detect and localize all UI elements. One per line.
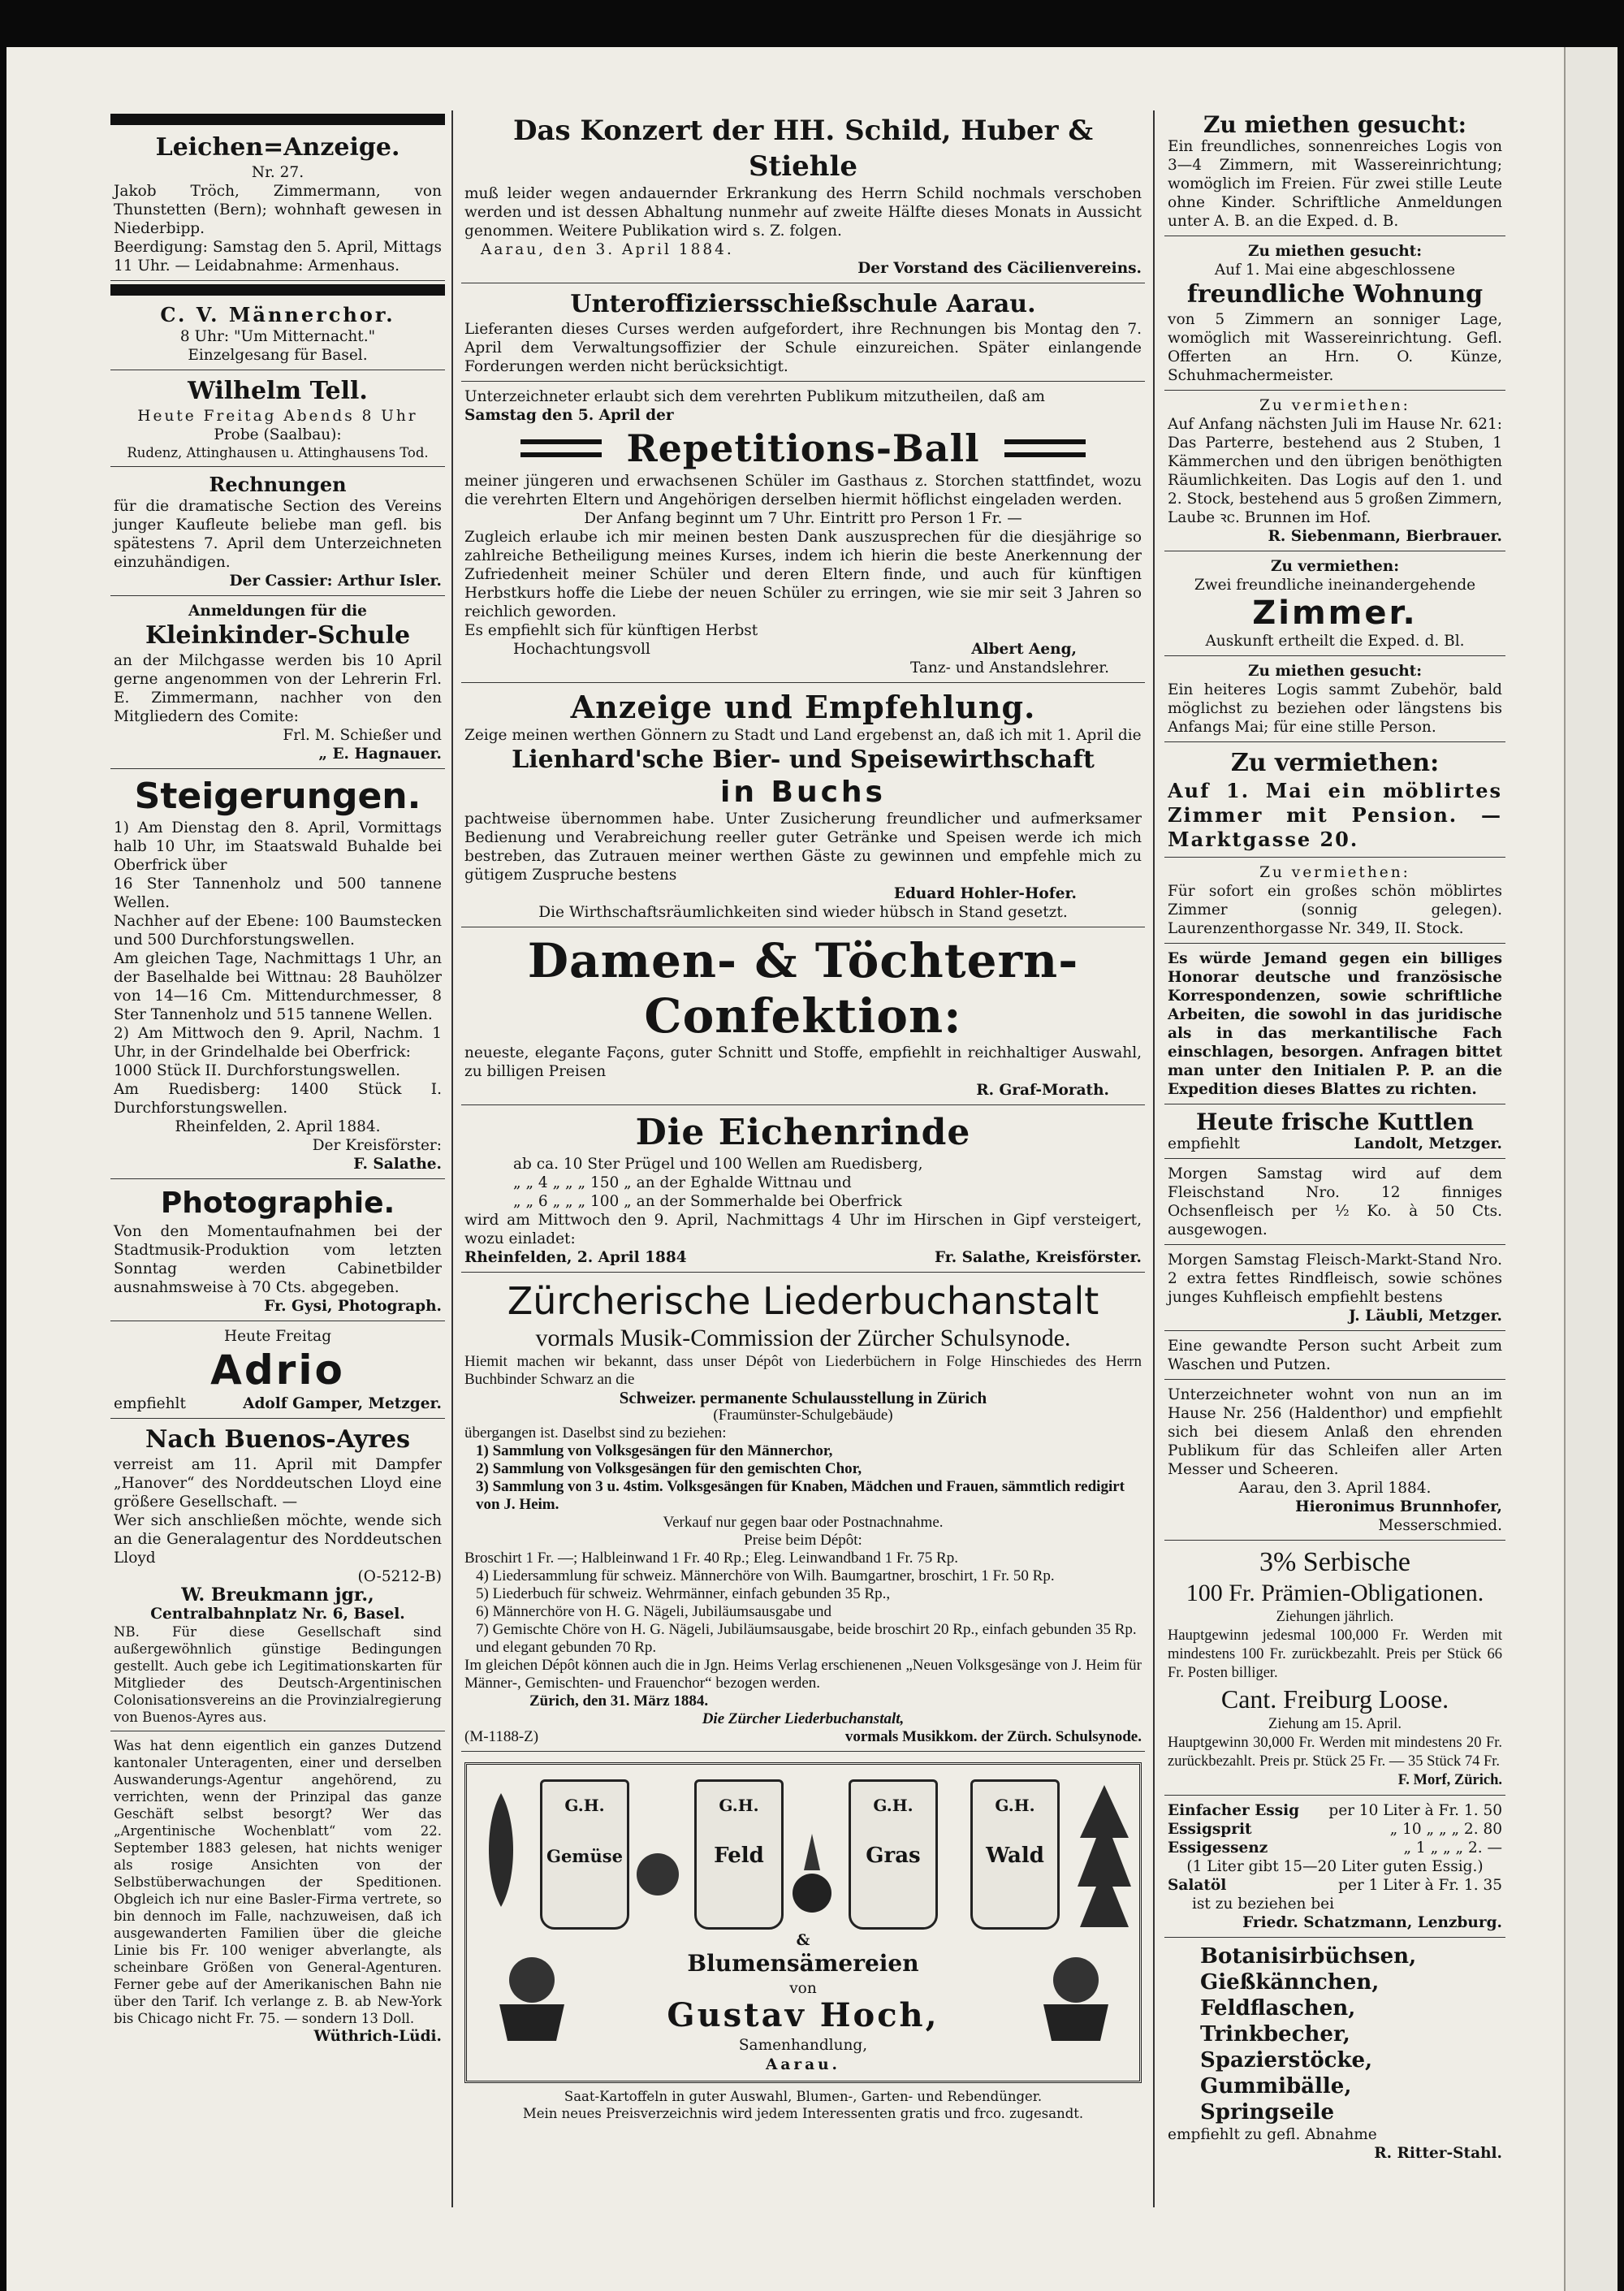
kindergarten-notice bbox=[110, 599, 445, 769]
wanted-title: Zu miethen gesucht: bbox=[1247, 663, 1423, 680]
seeds-footer: Saat-Kartoffeln in guter Auswahl, Blumen-, Garten- und Rebendünger. bbox=[564, 2089, 1043, 2104]
konzert-notice bbox=[461, 110, 1145, 283]
choir-notice bbox=[110, 300, 445, 370]
seeds-von: von bbox=[789, 1980, 817, 1997]
essig-item: Essigsprit bbox=[1168, 1821, 1252, 1838]
ochsen-notice bbox=[1164, 1162, 1505, 1245]
lieder-text: Preise beim Dépôt: bbox=[744, 1532, 862, 1549]
rent-signature: R. Siebenmann, Bierbrauer. bbox=[1268, 528, 1502, 545]
buenos-text: Wer sich anschließen möchte, wende sich an die Generalagentur des Norddeutschen Lloyd bbox=[114, 1512, 442, 1567]
auction-notice bbox=[110, 772, 445, 1179]
seed-sack bbox=[540, 1779, 629, 1930]
lieder-item: 3) Sammlung von 3 u. 4stim. Volksgesängen für Knaben, Mädchen und Frauen, sämmtlich redigirt von J. Heim. bbox=[476, 1478, 1125, 1513]
lieder-text: Broschirt 1 Fr. —; Halbleinwand 1 Fr. 40 Rp.; Eleg. Leinwandband 1 Fr. 75 Rp. bbox=[464, 1550, 958, 1567]
column-rule bbox=[451, 110, 453, 2207]
messer-date: Aarau, den 3. April 1884. bbox=[1238, 1480, 1432, 1497]
ball-text: Samstag den 5. April der bbox=[464, 407, 674, 424]
lieder-item: 5) Liederbuch für schweiz. Wehrmänner, einfach gebunden 35 Rp., bbox=[476, 1585, 891, 1602]
kinder-title: Kleinkinder-Schule bbox=[145, 621, 411, 650]
honorar-notice bbox=[1164, 947, 1505, 1104]
seeds-company: Gustav Hoch, bbox=[667, 1996, 939, 2034]
lieder-text: übergangen ist. Daselbst sind zu beziehen: bbox=[464, 1424, 727, 1442]
essig-text: ist zu beziehen bei bbox=[1192, 1895, 1335, 1913]
ochsen-text: Morgen Samstag wird auf dem Fleischstand Nro. 12 finniges Ochsenfleisch per ½ Ko. à 50 Cts. ausgewogen. bbox=[1168, 1165, 1502, 1238]
unteroff-title: Unteroffiziersschießschule Aarau. bbox=[570, 290, 1036, 318]
eichen-signature: Fr. Salathe, Kreisförster. bbox=[934, 1249, 1142, 1266]
rent-title: Zu vermiethen: bbox=[1259, 397, 1410, 414]
essig-signature: Friedr. Schatzmann, Lenzburg. bbox=[1242, 1914, 1502, 1931]
agents-text: Was hat denn eigentlich ein ganzes Dutzend kantonaler Unteragenten, einer und derselben Auswanderungs-Agentur angehörend, zu verrichten, wenn der Prinzipal das ganze Geschäft selbst besorgt? Wer das „Argentinische Wochenblatt“ vom 22. September 1883 gelesen, hat nichts weniger als rosige Ansichten von der Selbstüberwachungen der Speditionen. Obgleich ich nur eine Basler-Firma vertrete, so bin dennoch im Falle, nachzuweisen, daß ich ausgewanderten Familien über die gleiche Linie bis Fr. 100 weniger abverlangte, als scheinbare Größen von General-Agenturen. Ferner gebe auf der Amerikanischen Bahn nie über den Tarif. Ich verlange z. B. ab New-York bis Chicago nicht Fr. 75. — sondern 13 Doll. bbox=[114, 1738, 442, 2026]
funeral-text: Jakob Tröch, Zimmermann, von Thunstetten (Bern); wohnhaft gewesen in Niederbipp. bbox=[114, 183, 442, 237]
eichen-title: Die Eichenrinde bbox=[635, 1112, 971, 1153]
agents-notice bbox=[110, 1735, 445, 2051]
lieder-item: 6) Männerchöre von H. G. Nägeli, Jubiläumsausgabe und bbox=[476, 1603, 831, 1620]
buenos-address: Centralbahnplatz Nr. 6, Basel. bbox=[150, 1606, 405, 1623]
funeral-burial: Beerdigung: Samstag den 5. April, Mittags 11 Uhr. — Leidabnahme: Armenhaus. bbox=[114, 239, 442, 274]
damen-notice bbox=[461, 931, 1145, 1105]
auction-text: 1000 Stück II. Durchforstungswellen. bbox=[114, 1062, 400, 1079]
rent-text: Auskunft ertheilt die Exped. d. Bl. bbox=[1205, 633, 1465, 650]
auction-date: Rheinfelden, 2. April 1884. bbox=[175, 1118, 381, 1135]
ritter-item: Spazierstöcke, bbox=[1200, 2048, 1373, 2073]
serb-text: Ziehung am 15. April. bbox=[1268, 1716, 1402, 1732]
serb-title: 3% Serbische bbox=[1259, 1547, 1410, 1577]
tell-title: Wilhelm Tell. bbox=[188, 377, 368, 405]
essig-note: (1 Liter gibt 15—20 Liter guten Essig.) bbox=[1186, 1858, 1484, 1875]
choir-line: 8 Uhr: "Um Mitternacht." bbox=[179, 328, 376, 345]
seeds-city: Aarau. bbox=[766, 2056, 840, 2073]
sack-label: G.H. bbox=[564, 1796, 605, 1815]
black-rule bbox=[110, 114, 445, 125]
eichen-row: „ „ 4 „ „ „ 150 „ an der Eghalde Wittnau und bbox=[513, 1174, 852, 1191]
serb-text: Hauptgewinn 30,000 Fr. Werden mit mindestens 20 Fr. zurückbezahlt. Preis pr. Stück 25 Fr. — 35 Stück 74 Fr. bbox=[1168, 1735, 1502, 1770]
adrio-left: empfiehlt bbox=[114, 1395, 186, 1412]
wanted-title: Zu miethen gesucht: bbox=[1203, 111, 1467, 138]
serbian-bonds-notice bbox=[1164, 1544, 1505, 1796]
seeds-footer: Mein neues Preisverzeichnis wird jedem Interessenten gratis und frco. zugesandt. bbox=[522, 2106, 1084, 2121]
anzeige-notice bbox=[461, 686, 1145, 927]
tell-line: Heute Freitag Abends 8 Uhr bbox=[137, 408, 418, 425]
ritter-notice bbox=[1164, 1941, 1505, 2168]
buenos-agent: W. Breukmann jgr., bbox=[181, 1584, 374, 1606]
essig-price: per 1 Liter à Fr. 1. 35 bbox=[1338, 1877, 1502, 1894]
ball-notice bbox=[461, 385, 1145, 683]
decorative-bars bbox=[520, 439, 602, 457]
rent-notice bbox=[1164, 861, 1505, 944]
bills-signature: Der Cassier: Arthur Isler. bbox=[229, 573, 442, 590]
ball-text: meiner jüngeren und erwachsenen Schüler im Gasthaus z. Storchen stattfindet, wozu die verehrten Eltern und Angehörigen derselben hiermit höflichst eingeladen werden. bbox=[464, 473, 1142, 508]
konzert-title: Das Konzert der HH. Schild, Huber & Stiehle bbox=[512, 115, 1094, 183]
anzeige-title: Anzeige und Empfehlung. bbox=[570, 689, 1036, 725]
auction-text: Nachher auf der Ebene: 100 Baumstecken und 500 Durchforstungswellen. bbox=[114, 913, 442, 949]
honorar-text: Es würde Jemand gegen ein billiges Honorar deutsche und französische Korrespondenzen, sowie schriftliche Arbeiten, die sowohl in das juridische als in das merkantilische Fach einschlagen, besorgen. Anfragen bittet man unter den Initialen P. P. an die Expedition dieses Blattes zu richten. bbox=[1168, 950, 1502, 1098]
rent-notice bbox=[1164, 555, 1505, 656]
rent-title: Zu vermiethen: bbox=[1259, 864, 1410, 881]
rent-text: Auf Anfang nächsten Juli im Hause Nr. 621: Das Parterre, bestehend aus 2 Stuben, 1 Kämmerchen und den übrigen benöthigten Räumlichkeiten. Das Logis auf den 1. und 2. Stock, bestehend aus 5 großen Zimmern, Laube ꝛc. Brunnen im Hof. bbox=[1168, 416, 1502, 526]
essig-price: „ 1 „ „ „ 2. — bbox=[1403, 1839, 1502, 1857]
eichen-row: ab ca. 10 Ster Prügel und 100 Wellen am Ruedisberg, bbox=[513, 1156, 923, 1173]
konzert-date: Aarau, den 3. April 1884. bbox=[481, 241, 734, 258]
bills-text: für die dramatische Section des Vereins junger Kaufleute beliebe man gefl. bis spätestens 7. April dem Unterzeichneten einzuhändigen. bbox=[114, 498, 442, 571]
kinder-text: an der Milchgasse werden bis 10 April gerne angenommen von der Lehrerin Frl. E. Zimmermann, nachher von den Mitgliedern des Comite: bbox=[114, 652, 442, 725]
photo-title: Photographie. bbox=[160, 1187, 395, 1220]
auction-text: Am Ruedisberg: 1400 Stück I. Durchforstungswellen. bbox=[114, 1081, 442, 1117]
kuttlen-title: Heute frische Kuttlen bbox=[1195, 1109, 1475, 1135]
decorative-bars bbox=[1004, 439, 1086, 457]
column-rule bbox=[1153, 110, 1155, 2207]
sack-name: Gras bbox=[866, 1844, 921, 1868]
essig-price: per 10 Liter à Fr. 1. 50 bbox=[1328, 1802, 1502, 1819]
serb-signature: F. Morf, Zürich. bbox=[1397, 1772, 1502, 1788]
wanted-heading: freundliche Wohnung bbox=[1186, 280, 1484, 309]
black-rule bbox=[110, 284, 445, 296]
anzeige-note: Die Wirthschaftsräumlichkeiten sind wieder hübsch in Stand gesetzt. bbox=[538, 904, 1068, 921]
wanted-notice bbox=[1164, 110, 1505, 236]
serb-text: Hauptgewinn jedesmal 100,000 Fr. Werden mit mindestens 100 Fr. zurückbezahlt. Preis per Stück 66 Fr. Posten billiger. bbox=[1168, 1627, 1502, 1681]
ritter-item: Trinkbecher, bbox=[1200, 2022, 1350, 2047]
buenos-text: verreist am 11. April mit Dampfer „Hanover“ des Norddeutschen Lloyd eine größere Gesellschaft. — bbox=[114, 1456, 442, 1511]
rind-notice bbox=[1164, 1248, 1505, 1331]
seeds-title: Blumensämereien bbox=[687, 1950, 919, 1977]
cabbage-icon bbox=[633, 1846, 682, 1903]
auction-sign: F. Salathe. bbox=[353, 1156, 442, 1173]
lieder-sign: Die Zürcher Liederbuchanstalt, bbox=[702, 1710, 905, 1727]
ball-signature: Albert Aeng, bbox=[971, 641, 1077, 658]
person-text: Eine gewandte Person sucht Arbeit zum Waschen und Putzen. bbox=[1168, 1338, 1502, 1373]
ball-role: Tanz- und Anstandslehrer. bbox=[909, 659, 1109, 676]
wanted-text: Ein freundliches, sonnenreiches Logis von 3—4 Zimmern, mit Wassereinrichtung; womöglich im Freien. Für zwei stille Leute ohne Kinder. Schriftliche Anmeldungen unter A. B. an die Exped. d. B. bbox=[1168, 138, 1502, 230]
rent-text: Für sofort ein großes schön möblirtes Zimmer (sonnig gelegen). Laurenzenthorgasse Nr. 349, II. Stock. bbox=[1168, 883, 1502, 937]
ritter-item: Gummibälle, bbox=[1200, 2074, 1352, 2099]
adrio-pre: Heute Freitag bbox=[223, 1328, 332, 1345]
sack-name: Feld bbox=[714, 1844, 764, 1868]
essig-item: Salatöl bbox=[1168, 1877, 1227, 1894]
anzeige-text: Zeige meinen werthen Gönnern zu Stadt und Land ergebenst an, daß ich mit 1. April die bbox=[464, 727, 1142, 744]
photo-signature: Fr. Gysi, Photograph. bbox=[264, 1298, 442, 1315]
lieder-item: 1) Sammlung von Volksgesängen für den Männerchor, bbox=[476, 1442, 833, 1459]
damen-title: Damen- & Töchtern-Confektion: bbox=[527, 933, 1079, 1044]
auction-text: Am gleichen Tage, Nachmittags 1 Uhr, an der Baselhalde bei Wittnau: 28 Bauhölzer von 14—16 Cm. Mittendurchmesser, 8 Ster Tannenholz und 515 tannene Wellen. bbox=[114, 950, 442, 1023]
lieder-subtitle: vormals Musik-Commission der Zürcher Schulsynode. bbox=[535, 1325, 1071, 1351]
rind-signature: J. Läubli, Metzger. bbox=[1348, 1308, 1502, 1325]
rent-text: Zwei freundliche ineinandergehende bbox=[1194, 577, 1476, 594]
ritter-item: Botanisirbüchsen, bbox=[1200, 1944, 1417, 1969]
anzeige-signature: Eduard Hohler-Hofer. bbox=[893, 885, 1077, 902]
beet-icon bbox=[788, 1830, 836, 1927]
adrio-notice bbox=[110, 1325, 445, 1419]
wanted-notice bbox=[1164, 240, 1505, 391]
seed-sack bbox=[849, 1779, 938, 1930]
messer-notice bbox=[1164, 1383, 1505, 1541]
ball-text: Zugleich erlaube ich mir meinen besten Dank auszusprechen für die diesjährige so zahlreiche Betheiligung meines Kurses, indem ich hierin die beste Anerkennung der Zufriedenheit meiner Schüler und deren Eltern finde, und auch für künftigen Herbstkurs hoffe die Liebe der neuen Schüler zu erringen, wie sie mir seit 3 Jahren so reichlich geworden. bbox=[464, 529, 1142, 620]
messer-sign: Messerschmied. bbox=[1378, 1517, 1502, 1534]
sack-label: G.H. bbox=[873, 1796, 914, 1815]
rent-title: Zu vermiethen: bbox=[1230, 749, 1440, 777]
konzert-text: muß leider wegen andauernder Erkrankung des Herrn Schild nochmals verschoben werden und ist dessen Abhaltung nunmehr auf zweite Hälfte dieses Monats in Aussicht genommen. Weitere Publikation wird s. Z. folgen. bbox=[464, 185, 1142, 240]
tell-notice bbox=[110, 374, 445, 467]
wanted-text: Ein heiteres Logis sammt Zubehör, bald möglichst zu beziehen oder längstens bis Anfangs Mai; für eine stille Person. bbox=[1168, 681, 1502, 736]
auction-text: 1) Am Dienstag den 8. April, Vormittags halb 10 Uhr, im Staatswald Buhalde bei Oberfrick über bbox=[114, 819, 442, 874]
choir-line: Einzelgesang für Basel. bbox=[188, 347, 368, 364]
essig-item: Essigessenz bbox=[1168, 1839, 1268, 1857]
wanted-text: von 5 Zimmern an sonniger Lage, womöglich mit Wassereinrichtung. Gefl. Offerten an Hrn. O. Künze, Schuhmachermeister. bbox=[1168, 311, 1502, 384]
ball-closing: Hochachtungsvoll bbox=[513, 641, 650, 658]
agents-signature: Wüthrich-Lüdi. bbox=[313, 2028, 442, 2045]
column-right bbox=[1164, 110, 1505, 2242]
sack-name: Gemüse bbox=[546, 1846, 623, 1866]
bills-notice bbox=[110, 470, 445, 596]
eichen-notice bbox=[461, 1109, 1145, 1273]
wanted-title: Zu miethen gesucht: bbox=[1247, 243, 1423, 260]
photo-text: Von den Momentaufnahmen bei der Stadtmusik-Produktion vom letzten Sonntag werden Cabinetbilder ausnahmsweise à 70 Cts. abgegeben. bbox=[114, 1223, 442, 1296]
essig-price: „ 10 „ „ „ 2. 80 bbox=[1389, 1821, 1502, 1838]
column-center bbox=[461, 110, 1145, 2242]
eichen-date: Rheinfelden, 2. April 1884 bbox=[464, 1249, 687, 1266]
wanted-notice bbox=[1164, 659, 1505, 742]
ball-title: Repetitions-Ball bbox=[626, 426, 980, 470]
freiburg-title: Cant. Freiburg Loose. bbox=[1220, 1684, 1449, 1714]
essig-item: Einfacher Essig bbox=[1168, 1802, 1300, 1819]
lieder-text: Im gleichen Dépôt können auch die in Jgn. Heims Verlag erschienenen „Neuen Volksgesänge von J. Heim für Männer-, Gemischten- und Frauenchor“ bezogen werden. bbox=[464, 1657, 1142, 1692]
damen-signature: R. Graf-Morath. bbox=[976, 1082, 1109, 1099]
messer-sign: Hieronimus Brunnhofer, bbox=[1295, 1498, 1502, 1515]
buenos-notice bbox=[110, 1422, 445, 1731]
ritter-text: empfiehlt zu gefl. Abnahme bbox=[1168, 2126, 1377, 2143]
funeral-title: Leichen=Anzeige. bbox=[155, 133, 400, 162]
rent-notice bbox=[1164, 394, 1505, 551]
next-page-edge bbox=[1564, 47, 1618, 2291]
unteroff-text: Lieferanten dieses Curses werden aufgefordert, ihre Rechnungen bis Montag den 7. April dem Verwaltungsoffizier der Schule einzureichen. Später einlangende Forderungen werden nicht berücksichtigt. bbox=[464, 321, 1142, 375]
person-notice bbox=[1164, 1334, 1505, 1380]
photo-notice bbox=[110, 1182, 445, 1321]
kinder-pre: Anmeldungen für die bbox=[188, 603, 367, 620]
damen-text: neueste, elegante Façons, guter Schnitt und Stoffe, empfiehlt in reichhaltiger Auswahl, zu billigen Preisen bbox=[464, 1044, 1142, 1080]
kinder-sign: „ E. Hagnauer. bbox=[318, 746, 442, 763]
funeral-number: Nr. 27. bbox=[251, 164, 304, 181]
seeds-ad bbox=[461, 1755, 1145, 2127]
ritter-signature: R. Ritter-Stahl. bbox=[1374, 2145, 1502, 2162]
seeds-amp: & bbox=[796, 1932, 810, 1949]
lieder-sign: vormals Musikkom. der Zürch. Schulsynode. bbox=[844, 1728, 1142, 1745]
auction-text: 16 Ster Tannenholz und 500 tannene Wellen. bbox=[114, 875, 442, 911]
serb-text: Ziehungen jährlich. bbox=[1276, 1609, 1394, 1625]
auction-title: Steigerungen. bbox=[134, 776, 421, 817]
column-left bbox=[110, 110, 445, 2242]
ball-text: Unterzeichneter erlaubt sich dem verehrten Publikum mitzutheilen, daß am bbox=[464, 388, 1045, 405]
lieder-text: Schweizer. permanente Schulausstellung in Zürich bbox=[619, 1388, 987, 1407]
seed-sack bbox=[970, 1779, 1060, 1930]
rent-heading: Zimmer. bbox=[1252, 594, 1418, 632]
unteroffizier-notice bbox=[461, 287, 1145, 382]
buenos-code: (O-5212-B) bbox=[357, 1568, 442, 1585]
ritter-item: Springseile bbox=[1200, 2100, 1335, 2125]
eichen-text: wird am Mittwoch den 9. April, Nachmittags 4 Uhr im Hirschen in Gipf versteigert, wozu einladet: bbox=[464, 1212, 1142, 1247]
kinder-sign: Frl. M. Schießer und bbox=[283, 727, 442, 744]
buenos-title: Nach Buenos-Ayres bbox=[145, 1425, 411, 1454]
rent-title: Zu vermiethen: bbox=[1270, 558, 1400, 575]
lieder-text: Verkauf nur gegen baar oder Postnachnahme. bbox=[663, 1514, 944, 1531]
ritter-item: Feldflaschen, bbox=[1200, 1996, 1356, 2021]
essig-notice bbox=[1164, 1799, 1505, 1938]
bills-title: Rechnungen bbox=[209, 473, 347, 496]
pine-tree-icon bbox=[1076, 1781, 1133, 1935]
seed-sack bbox=[694, 1779, 784, 1930]
eichen-row: „ „ 6 „ „ „ 100 „ an der Sommerhalde bei Oberfrick bbox=[513, 1193, 902, 1210]
seeds-subtitle: Samenhandlung, bbox=[738, 2037, 868, 2054]
ritter-item: Gießkännchen, bbox=[1200, 1970, 1380, 1995]
auction-text: 2) Am Mittwoch den 9. April, Nachm. 1 Uhr, in der Grindelhalde bei Oberfrick: bbox=[114, 1025, 442, 1061]
serb-subtitle: 100 Fr. Prämien-Obligationen. bbox=[1186, 1580, 1484, 1606]
bean-pod-icon bbox=[477, 1789, 525, 1911]
lieder-text: Hiemit machen wir bekannt, dass unser Dépôt von Liederbüchern in Folge Hinschiedes des Herrn Buchbinder Schwarz an die bbox=[464, 1353, 1142, 1388]
ball-text: Es empfiehlt sich für künftigen Herbst bbox=[464, 622, 758, 639]
kuttlen-left: empfiehlt bbox=[1168, 1135, 1240, 1152]
tell-line: Probe (Saalbau): bbox=[214, 426, 342, 443]
ball-text: Der Anfang beginnt um 7 Uhr. Eintritt pro Person 1 Fr. — bbox=[584, 510, 1022, 527]
newspaper-page bbox=[6, 47, 1618, 2291]
messer-text: Unterzeichneter wohnt von nun an im Hause Nr. 256 (Haldenthor) und empfiehlt sich bei diesem Anlaß den ehrenden Publikum für das Schleifen aller Arten Messer und Scheeren. bbox=[1168, 1386, 1502, 1478]
lieder-item: 4) Liedersammlung für schweiz. Männerchöre von Wilh. Baumgartner, broschirt, 1 Fr. 50 Rp. bbox=[476, 1567, 1055, 1584]
anzeige-text: pachtweise übernommen habe. Unter Zusicherung freundlicher und aufmerksamer Bedienung und Verabreichung reeller guter Getränke und Speisen werde ich mich bestreben, das Zutrauen meiner werthen Gäste zu gewinnen und empfehle mich zu gütigem Zuspruche bestens bbox=[464, 810, 1142, 884]
liederbuch-notice bbox=[461, 1276, 1145, 1752]
lieder-title: Zürcherische Liederbuchanstalt bbox=[507, 1279, 1099, 1323]
adrio-title: Adrio bbox=[210, 1347, 345, 1394]
anzeige-subtitle: Lienhard'sche Bier- und Speisewirthschaft bbox=[512, 746, 1095, 774]
adrio-right: Adolf Gamper, Metzger. bbox=[243, 1395, 442, 1412]
kuttlen-right: Landolt, Metzger. bbox=[1354, 1135, 1502, 1152]
anzeige-place: in Buchs bbox=[720, 776, 886, 809]
tell-line: Rudenz, Attinghausen u. Attinghausens Tod. bbox=[127, 445, 429, 460]
wanted-text: Auf 1. Mai eine abgeschlossene bbox=[1214, 262, 1456, 279]
lieder-text: (Fraumünster-Schulgebäude) bbox=[713, 1407, 893, 1424]
sack-label: G.H. bbox=[719, 1796, 759, 1815]
rent-text: Auf 1. Mai ein möblirtes Zimmer mit Pension. — Marktgasse 20. bbox=[1168, 779, 1502, 851]
kuttlen-notice bbox=[1164, 1108, 1505, 1159]
sack-name: Wald bbox=[986, 1844, 1044, 1868]
choir-title: C. V. Männerchor. bbox=[160, 303, 395, 326]
rind-text: Morgen Samstag Fleisch-Markt-Stand Nro. 2 extra fettes Rindfleisch, sowie schönes junges Kuhfleisch empfiehlt bestens bbox=[1168, 1251, 1502, 1306]
seeds-illustration bbox=[464, 1762, 1142, 2083]
buenos-nb: NB. Für diese Gesellschaft sind außergewöhnlich günstige Bedingungen gestellt. Auch gebe ich Legitimationskarten für Mitglieder des Deutsch-Argentinischen Colonisationsvereins an die Provinzialregierung von Buenos-Ayres aus. bbox=[114, 1624, 442, 1725]
konzert-signature: Der Vorstand des Cäcilienvereins. bbox=[857, 260, 1142, 277]
lieder-code: (M-1188-Z) bbox=[464, 1728, 539, 1745]
lieder-item: 2) Sammlung von Volksgesängen für den gemischten Chor, bbox=[476, 1460, 862, 1477]
lieder-date: Zürich, den 31. März 1884. bbox=[529, 1692, 709, 1710]
auction-sign: Der Kreisförster: bbox=[312, 1137, 442, 1154]
rent-notice bbox=[1164, 746, 1505, 858]
sack-label: G.H. bbox=[995, 1796, 1035, 1815]
lieder-item: 7) Gemischte Chöre von H. G. Nägeli, Jubiläumsausgabe, beide broschirt 20 Rp., einfach gebunden 35 Rp. und elegant gebunden 70 Rp. bbox=[476, 1621, 1137, 1656]
funeral-notice bbox=[110, 130, 445, 281]
